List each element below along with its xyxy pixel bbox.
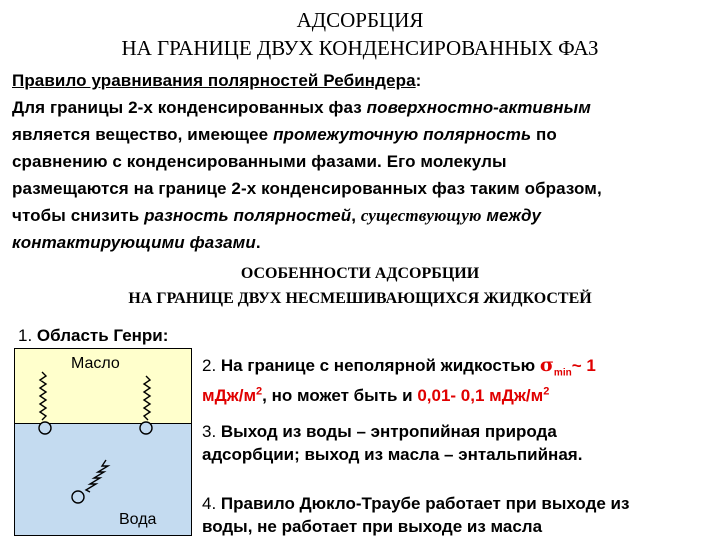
rule-emphasis: разность полярностей xyxy=(144,206,352,225)
item-number: 3. xyxy=(202,422,221,441)
rule-text: чтобы снизить xyxy=(12,206,145,225)
item-4-text: Правило Дюкло-Траубе работает при выходе из xyxy=(220,494,630,513)
item-number: 4. xyxy=(202,494,221,513)
item-3-text: Выход из воды – энтропийная природа xyxy=(220,422,557,441)
rule-line-1 xyxy=(12,67,421,94)
surfactant-molecule-icon xyxy=(39,372,51,434)
item-2-line-2 xyxy=(202,384,712,407)
rule-heading: Правило уравнивания полярностей Ребиндера xyxy=(12,71,416,90)
sigma-subscript: min xyxy=(553,367,572,379)
unit-text: мДж/м xyxy=(202,386,257,406)
item-3-line-1 xyxy=(202,420,712,443)
item-number: 1. xyxy=(18,326,37,345)
rule-text: . xyxy=(255,233,261,252)
range-value: 0,01- 0,1 мДж/м xyxy=(417,386,544,406)
oil-water-diagram xyxy=(14,348,192,536)
rule-text: Для границы 2-х конденсированных фаз xyxy=(12,98,367,117)
sigma-symbol: σ xyxy=(539,354,554,376)
rule-serif-emphasis: существующую xyxy=(360,206,482,225)
rule-text: является вещество, имеющее xyxy=(12,125,274,144)
surfactant-molecules xyxy=(14,348,192,536)
surfactant-molecule-icon xyxy=(72,460,108,503)
rule-line-3 xyxy=(12,121,557,148)
rule-emphasis: между xyxy=(481,206,542,225)
item-4-line-2: воды, не работает при выходе из масла xyxy=(202,517,543,536)
subtitle-line-2: НА ГРАНИЦЕ ДВУХ НЕСМЕШИВАЮЩИХСЯ ЖИДКОСТЕЙ xyxy=(128,290,592,307)
sigma-value: ~ 1 xyxy=(571,356,596,375)
item-number: 2. xyxy=(202,356,221,375)
rule-text: по xyxy=(531,125,557,144)
item-2-line-1 xyxy=(202,354,712,384)
henry-region-item xyxy=(18,326,168,346)
water-label: Вода xyxy=(119,511,157,528)
unit-superscript: 2 xyxy=(256,385,263,398)
surfactant-molecule-icon xyxy=(140,376,152,434)
item-2-text: , но может быть и xyxy=(262,386,418,406)
item-3-line-2: адсорбции; выход из масла – энтальпийная. xyxy=(202,445,583,464)
rule-line-7 xyxy=(12,229,261,256)
rule-line-2 xyxy=(12,94,591,121)
title-line-1: АДСОРБЦИЯ xyxy=(296,8,424,32)
henry-region-label: Область Генри: xyxy=(36,326,169,345)
rule-heading-colon: : xyxy=(415,71,422,90)
rule-line-6 xyxy=(12,202,541,229)
item-3 xyxy=(202,420,712,466)
item-2 xyxy=(202,354,712,407)
item-2-text: На границе с неполярной жидкостью xyxy=(220,356,540,375)
item-4 xyxy=(202,492,712,538)
rule-emphasis: поверхностно-активным xyxy=(366,98,591,117)
item-4-line-1 xyxy=(202,492,712,515)
unit-superscript: 2 xyxy=(543,385,550,398)
title-line-2: НА ГРАНИЦЕ ДВУХ КОНДЕНСИРОВАННЫХ ФАЗ xyxy=(121,36,599,60)
rule-emphasis: промежуточную полярность xyxy=(273,125,532,144)
rule-line-4: сравнению с конденсированными фазами. Его молекулы xyxy=(12,152,507,171)
subtitle-line-1: ОСОБЕННОСТИ АДСОРБЦИИ xyxy=(240,265,480,282)
rule-emphasis: контактирующими фазами xyxy=(12,233,256,252)
rule-text: , xyxy=(351,206,361,225)
oil-label: Масло xyxy=(71,355,120,372)
rule-line-5: размещаются на границе 2-х конденсированных фаз таким образом, xyxy=(12,179,602,198)
